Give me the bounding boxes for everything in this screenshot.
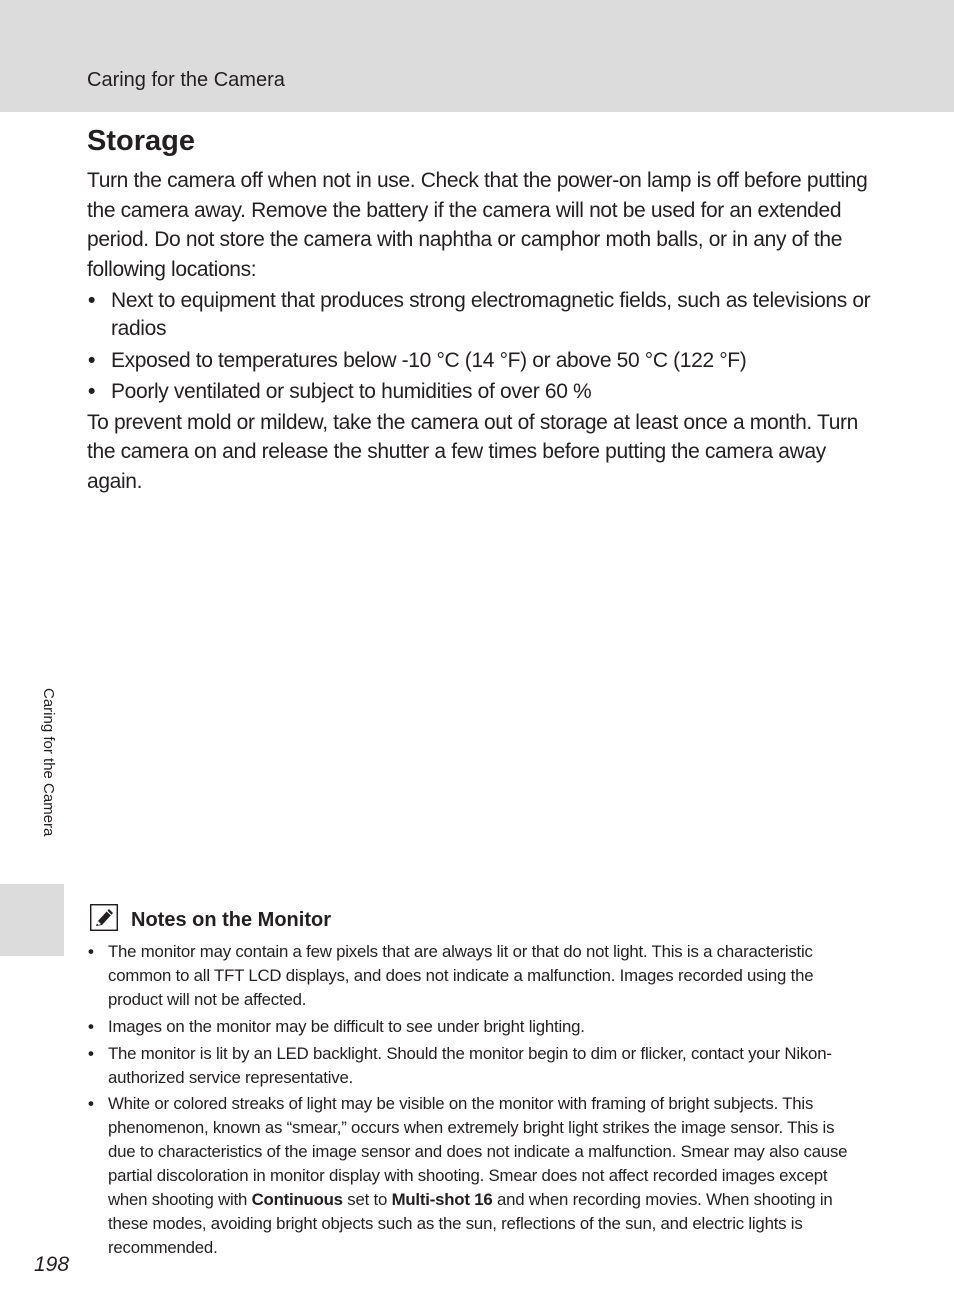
notes-list	[87, 940, 865, 1260]
list-item	[87, 1092, 865, 1259]
list-item-text: The monitor is lit by an LED backlight. Should the monitor begin to dim or flicker, contact your Nikon-authorized service representative.	[108, 1043, 832, 1087]
bullet-icon: •	[88, 1016, 94, 1036]
side-tab-marker	[0, 884, 64, 956]
section-title: Storage	[87, 125, 195, 157]
smear-text-before: White or colored streaks of light may be visible on the monitor with framing of bright subjects. This phenomenon, known as “smear,” occurs when extremely bright light strikes the image sensor. This is due to characteristics of the image sensor and does not indicate a malfunction. Smear may also cause partial discoloration in monitor display with shooting. Smear does not affect recorded images except when shooting with	[108, 1094, 848, 1210]
notes-title: Notes on the Monitor	[131, 909, 331, 931]
bullet-icon: •	[88, 1043, 94, 1063]
pencil-icon	[90, 904, 118, 931]
page-number: 198	[34, 1253, 70, 1276]
list-item-text: Next to equipment that produces strong electromagnetic fields, such as televisions or radios	[111, 289, 871, 340]
list-item-text: Exposed to temperatures below -10 °C (14 °F) or above 50 °C (122 °F)	[111, 349, 747, 372]
storage-intro: Turn the camera off when not in use. Check that the power-on lamp is off before putting the camera away. Remove the battery if the camera will not be used for an extended period. Do not store the camera with naphtha or camphor moth balls, or in any of the following locations:	[87, 169, 868, 281]
bullet-icon: •	[88, 289, 96, 312]
header-title: Caring for the Camera	[87, 69, 285, 91]
bullet-icon: •	[88, 1094, 94, 1114]
list-item-text: Poorly ventilated or subject to humidities of over 60 %	[111, 380, 592, 403]
storage-closing: To prevent mold or mildew, take the camera out of storage at least once a month. Turn the camera on and release the shutter a few times before putting the camera away again.	[87, 410, 859, 493]
list-item	[87, 940, 865, 1012]
bullet-icon: •	[88, 380, 96, 403]
smear-text-middle: set to	[342, 1190, 392, 1210]
smear-text-after: and when recording movies. When shooting in these modes, avoiding bright objects such as the sun, reflections of the sun, and electric lights is recommended.	[108, 1190, 833, 1257]
storage-location-list	[87, 287, 872, 407]
header-band	[0, 0, 954, 112]
list-item	[87, 346, 872, 376]
list-item	[87, 287, 872, 343]
list-item-text: The monitor may contain a few pixels that are always lit or that do not light. This is a characteristic common to all TFT LCD displays, and does not indicate a malfunction. Images recorded using the product will not be affected.	[108, 942, 814, 1009]
continuous-setting: Continuous	[251, 1190, 343, 1210]
bullet-icon: •	[88, 942, 94, 961]
list-item	[87, 1015, 865, 1039]
list-item	[87, 1042, 865, 1090]
notes-header	[87, 902, 487, 936]
storage-body	[87, 166, 872, 496]
multishot-setting: Multi-shot 16	[391, 1190, 493, 1210]
list-item	[87, 377, 872, 407]
bullet-icon: •	[88, 349, 96, 372]
list-item-text	[108, 1094, 847, 1256]
list-item-text: Images on the monitor may be difficult to see under bright lighting.	[108, 1016, 585, 1036]
side-tab-label: Caring for the Camera	[40, 688, 57, 837]
